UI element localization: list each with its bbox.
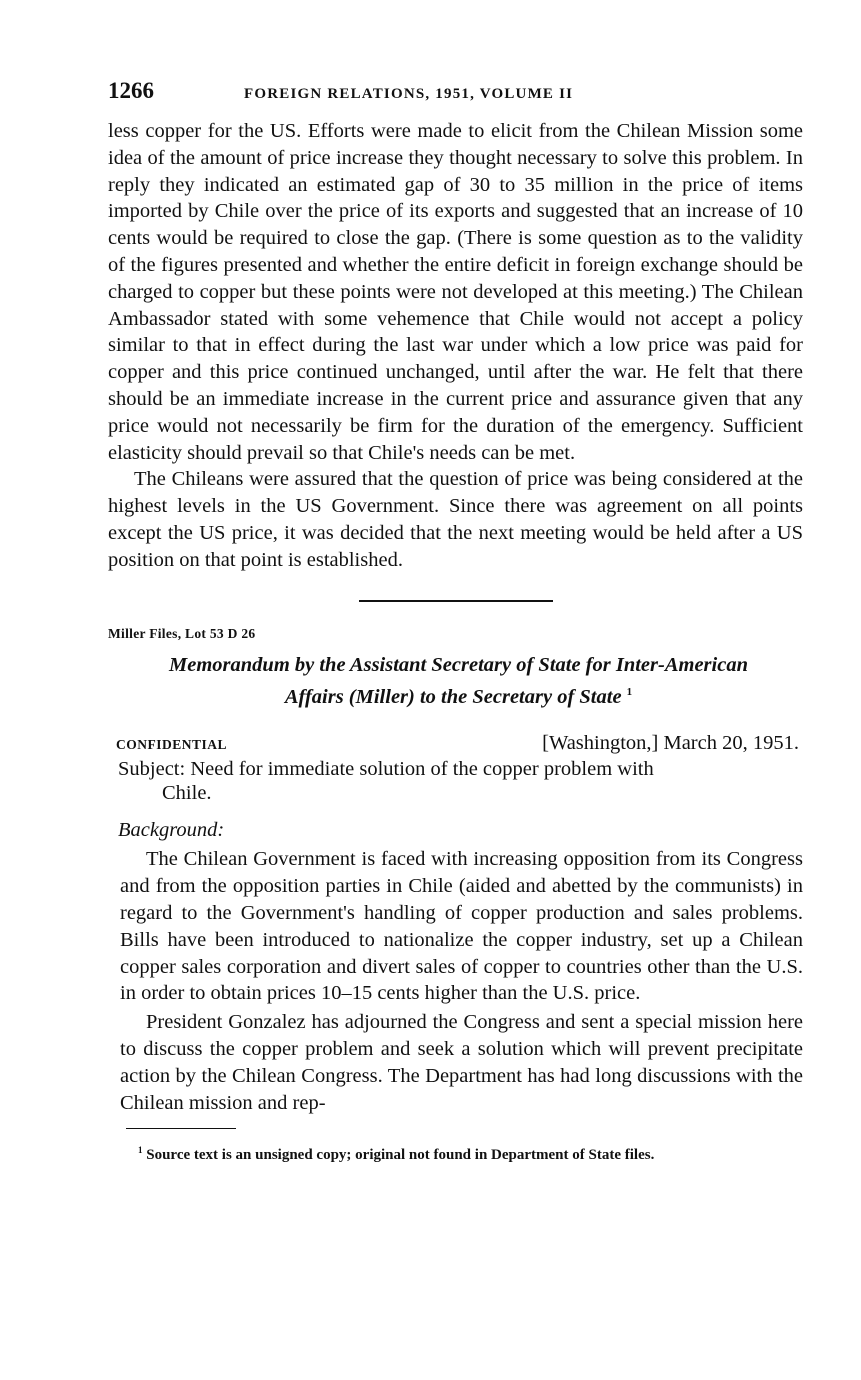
section-heading: Background: <box>118 819 225 842</box>
footnote-reference[interactable]: 1 <box>626 685 633 698</box>
footnote-marker: 1 <box>138 1145 143 1156</box>
classification-label: CONFIDENTIAL <box>116 737 228 753</box>
date-place: [Washington,] March 20, 1951. <box>542 732 799 755</box>
file-reference: Miller Files, Lot 53 D 26 <box>108 625 256 641</box>
footnote-divider <box>126 1128 236 1129</box>
memo-title-line-2: Affairs (Miller) to the Secretary of State <box>284 685 622 708</box>
section-divider <box>359 600 553 602</box>
subject-label: Subject: <box>118 758 186 781</box>
continued-paragraph-1: less copper for the US. Efforts were made to elicit from the Chilean Mission some idea of the amount of price increase they thought necessary to solve this problem. In reply they indicated an estimated gap of 30 to 35 million in the price of items imported by Chile over the price of its exports and suggested that an increase of 10 cents would be required to close the gap. (There is some question as to the validity of the figures presented and whether the entire deficit in foreign exchange should be charged to copper but these points were not developed at this meeting.) The Chilean Ambassador stated with some vehemence that Chile would not accept a policy similar to that in effect during the last war under which a low price was paid for copper and this price continued unchanged, until after the war. He felt that there should be an immediate increase in the current price and assurance given that any price would not necessarily be firm for the duration of the emergency. Sufficient elasticity should prevail so that Chile's needs can be met. <box>108 120 803 464</box>
memo-title-line-1: Memorandum by the Assistant Secretary of State for Inter-American <box>169 653 748 676</box>
footnote-text: Source text is an unsigned copy; original not found in Department of State files. <box>146 1147 655 1164</box>
page <box>108 78 803 1165</box>
subject-text-2: Chile. <box>162 782 212 805</box>
memo-title <box>108 652 803 711</box>
dateline-row <box>108 732 803 755</box>
subject-text-1: Need for immediate solution of the copper problem with <box>190 758 654 781</box>
running-title: FOREIGN RELATIONS, 1951, VOLUME II <box>244 86 574 102</box>
subject-line <box>108 757 803 805</box>
memo-paragraph-1: The Chilean Government is faced with increasing opposition from its Congress and from the opposition parties in Chile (aided and abetted by the communists) in regard to the Government's handling of copper production and sales problems. Bills have been introduced to nationalize the copper industry, set up a Chilean copper sales corporation and divert sales of copper to countries other than the U.S. in order to obtain prices 10–15 cents higher than the U.S. price. <box>120 848 803 1005</box>
memo-paragraph-2: President Gonzalez has adjourned the Congress and sent a special mission here to discuss the copper problem and seek a solution which will prevent precipitate action by the Chilean Congress. The Department has had long discussions with the Chilean mission and rep- <box>120 1011 803 1114</box>
memo-body <box>120 846 803 1116</box>
running-header <box>108 78 803 118</box>
footnote <box>124 1141 803 1165</box>
page-number: 1266 <box>108 78 154 103</box>
continued-paragraph-2: The Chileans were assured that the question of price was being considered at the highest levels in the US Government. Since there was agreement on all points except the US price, it was decided that the next meeting would be held after a US position on that point is established. <box>108 468 803 571</box>
